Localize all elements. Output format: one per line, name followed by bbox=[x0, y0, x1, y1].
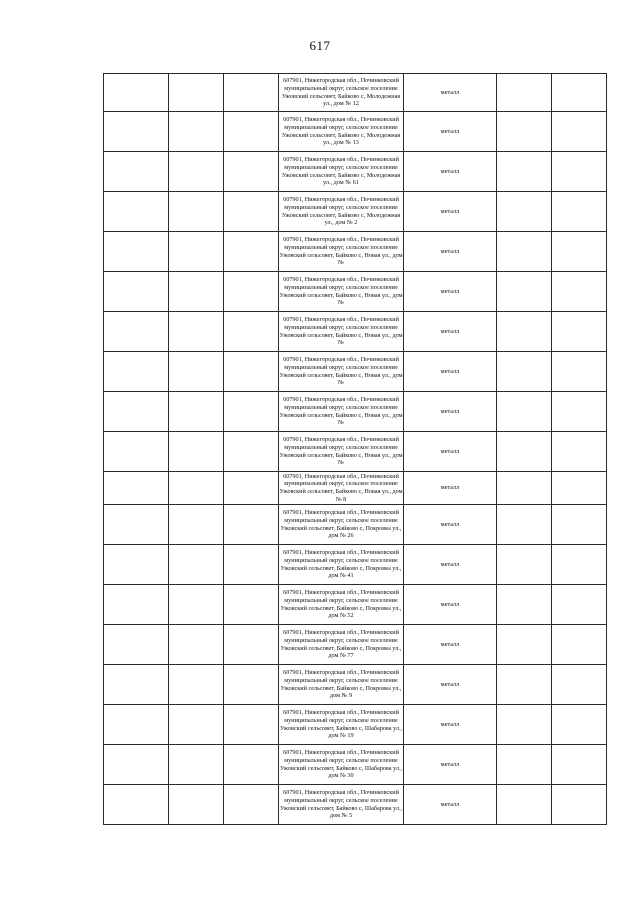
empty-cell bbox=[224, 312, 279, 352]
empty-cell bbox=[497, 432, 552, 472]
address-cell: 607901, Нижегородская обл., Починковский муниципальный округ, сельское поселение Ужовский сельсовет, Байково с, Покровка ул., дом № 52 bbox=[279, 585, 404, 625]
table-row bbox=[104, 745, 607, 785]
address-cell: 607901, Нижегородская обл., Починковский муниципальный округ, сельское поселение Ужовский сельсовет, Байково с, Покровка ул., дом № 9 bbox=[279, 665, 404, 705]
empty-cell bbox=[104, 272, 169, 312]
empty-cell bbox=[497, 585, 552, 625]
empty-cell bbox=[552, 785, 607, 825]
empty-cell bbox=[497, 312, 552, 352]
empty-cell bbox=[104, 392, 169, 432]
material-cell: металл bbox=[404, 312, 497, 352]
address-cell: 607901, Нижегородская обл., Починковский муниципальный округ, сельское поселение Ужовский сельсовет, Байково с, Шабарова ул., дом № 5 bbox=[279, 785, 404, 825]
address-cell: 607901, Нижегородская обл., Починковский муниципальный округ, сельское поселение Ужовский сельсовет, Байково с, Новая ул., дом № 8 bbox=[279, 472, 403, 503]
empty-cell bbox=[497, 625, 552, 665]
empty-cell bbox=[552, 152, 607, 192]
empty-cell bbox=[552, 272, 607, 312]
material-cell: металл bbox=[404, 272, 497, 312]
empty-cell bbox=[224, 112, 279, 152]
table-row bbox=[104, 625, 607, 665]
material-cell: металл bbox=[404, 112, 497, 152]
table-row bbox=[104, 392, 607, 432]
material-cell: металл bbox=[404, 505, 497, 545]
empty-cell bbox=[169, 545, 224, 585]
empty-cell bbox=[169, 785, 224, 825]
empty-cell bbox=[552, 665, 607, 705]
empty-cell bbox=[104, 152, 169, 192]
empty-cell bbox=[497, 392, 552, 432]
empty-cell bbox=[552, 192, 607, 232]
table-row bbox=[104, 585, 607, 625]
empty-cell bbox=[552, 112, 607, 152]
table-row bbox=[104, 545, 607, 585]
empty-cell bbox=[224, 545, 279, 585]
empty-cell bbox=[552, 352, 607, 392]
empty-cell bbox=[552, 74, 607, 112]
address-cell: 607901, Нижегородская обл., Починковский муниципальный округ, сельское поселение Ужовский сельсовет, Байково с, Новая ул., дом № bbox=[279, 432, 404, 472]
empty-cell bbox=[224, 505, 279, 545]
empty-cell bbox=[497, 705, 552, 745]
empty-cell bbox=[169, 472, 224, 505]
address-cell: 607901, Нижегородская обл., Починковский муниципальный округ, сельское поселение Ужовский сельсовет, Байково с, Новая ул., дом № bbox=[279, 392, 404, 432]
table-row bbox=[104, 272, 607, 312]
empty-cell bbox=[104, 745, 169, 785]
empty-cell bbox=[497, 152, 552, 192]
empty-cell bbox=[104, 192, 169, 232]
empty-cell bbox=[169, 392, 224, 432]
empty-cell bbox=[169, 665, 224, 705]
address-cell: 607901, Нижегородская обл., Починковский муниципальный округ, сельское поселение Ужовский сельсовет, Байково с, Молодежная ул., дом № 12 bbox=[279, 74, 404, 112]
empty-cell bbox=[224, 192, 279, 232]
material-cell: металл bbox=[404, 392, 497, 432]
table-row bbox=[104, 74, 607, 112]
empty-cell bbox=[552, 232, 607, 272]
empty-cell bbox=[104, 432, 169, 472]
table-row bbox=[104, 665, 607, 705]
table-row bbox=[104, 432, 607, 472]
empty-cell bbox=[169, 745, 224, 785]
empty-cell bbox=[169, 705, 224, 745]
material-cell: металл bbox=[404, 545, 497, 585]
table-row bbox=[104, 352, 607, 392]
empty-cell bbox=[169, 112, 224, 152]
empty-cell bbox=[497, 272, 552, 312]
empty-cell bbox=[224, 432, 279, 472]
table-row bbox=[104, 152, 607, 192]
table-row bbox=[104, 705, 607, 745]
empty-cell bbox=[104, 505, 169, 545]
empty-cell bbox=[224, 472, 279, 505]
empty-cell bbox=[224, 392, 279, 432]
empty-cell bbox=[169, 232, 224, 272]
empty-cell bbox=[552, 505, 607, 545]
empty-cell bbox=[552, 585, 607, 625]
empty-cell bbox=[224, 785, 279, 825]
empty-cell bbox=[224, 232, 279, 272]
empty-cell bbox=[497, 232, 552, 272]
empty-cell bbox=[169, 585, 224, 625]
empty-cell bbox=[497, 745, 552, 785]
address-cell: 607901, Нижегородская обл., Починковский муниципальный округ, сельское поселение Ужовский сельсовет, Байково с, Молодежная ул., дом № 61 bbox=[279, 152, 404, 192]
empty-cell bbox=[224, 745, 279, 785]
empty-cell bbox=[224, 705, 279, 745]
empty-cell bbox=[497, 785, 552, 825]
material-cell: металл bbox=[404, 705, 497, 745]
table-row bbox=[104, 192, 607, 232]
empty-cell bbox=[497, 505, 552, 545]
address-cell: 607901, Нижегородская обл., Починковский муниципальный округ, сельское поселение Ужовский сельсовет, Байково с, Шабарова ул., дом № 30 bbox=[279, 745, 404, 785]
empty-cell bbox=[224, 74, 279, 112]
empty-cell bbox=[552, 472, 607, 505]
address-cell: 607901, Нижегородская обл., Починковский муниципальный округ, сельское поселение Ужовский сельсовет, Байково с, Шабарова ул., дом № 19 bbox=[279, 705, 404, 745]
table-row bbox=[104, 232, 607, 272]
material-cell: металл bbox=[404, 745, 497, 785]
address-cell: 607901, Нижегородская обл., Починковский муниципальный округ, сельское поселение Ужовский сельсовет, Байково с, Покровка ул., дом № 77 bbox=[279, 625, 404, 665]
empty-cell bbox=[497, 352, 552, 392]
empty-cell bbox=[497, 74, 552, 112]
empty-cell bbox=[169, 432, 224, 472]
address-cell: 607901, Нижегородская обл., Починковский муниципальный округ, сельское поселение Ужовский сельсовет, Байково с, Молодежная ул., дом № 13 bbox=[279, 112, 404, 152]
empty-cell bbox=[169, 74, 224, 112]
material-cell: металл bbox=[404, 352, 497, 392]
address-cell: 607901, Нижегородская обл., Починковский муниципальный округ, сельское поселение Ужовский сельсовет, Байково с, Новая ул., дом № bbox=[279, 312, 404, 352]
table-row bbox=[104, 505, 607, 545]
empty-cell bbox=[552, 432, 607, 472]
empty-cell bbox=[552, 312, 607, 352]
address-cell: 607901, Нижегородская обл., Починковский муниципальный округ, сельское поселение Ужовский сельсовет, Байково с, Молодежная ул., дом № 2 bbox=[279, 192, 404, 232]
material-cell: металл bbox=[404, 232, 497, 272]
material-cell: металл bbox=[404, 585, 497, 625]
empty-cell bbox=[169, 352, 224, 392]
empty-cell bbox=[169, 192, 224, 232]
empty-cell bbox=[497, 472, 552, 505]
empty-cell bbox=[104, 545, 169, 585]
empty-cell bbox=[104, 472, 169, 505]
empty-cell bbox=[169, 625, 224, 665]
table-row bbox=[104, 472, 607, 505]
page-number: 617 bbox=[309, 38, 331, 53]
empty-cell bbox=[552, 392, 607, 432]
empty-cell bbox=[552, 745, 607, 785]
empty-cell bbox=[497, 545, 552, 585]
empty-cell bbox=[169, 272, 224, 312]
empty-cell bbox=[224, 152, 279, 192]
material-cell: металл bbox=[404, 785, 497, 825]
empty-cell bbox=[552, 545, 607, 585]
empty-cell bbox=[104, 352, 169, 392]
empty-cell bbox=[104, 312, 169, 352]
table-row bbox=[104, 112, 607, 152]
empty-cell bbox=[104, 665, 169, 705]
material-cell: металл bbox=[404, 152, 497, 192]
table-row bbox=[104, 312, 607, 352]
table-body bbox=[104, 74, 607, 825]
empty-cell bbox=[224, 665, 279, 705]
empty-cell bbox=[104, 232, 169, 272]
material-cell: металл bbox=[404, 625, 497, 665]
material-cell: металл bbox=[404, 192, 497, 232]
address-cell: 607901, Нижегородская обл., Починковский муниципальный округ, сельское поселение Ужовский сельсовет, Байково с, Покровка ул., дом № 41 bbox=[279, 545, 404, 585]
empty-cell bbox=[224, 625, 279, 665]
empty-cell bbox=[169, 312, 224, 352]
empty-cell bbox=[552, 625, 607, 665]
empty-cell bbox=[224, 352, 279, 392]
empty-cell bbox=[497, 665, 552, 705]
empty-cell bbox=[169, 152, 224, 192]
empty-cell bbox=[104, 585, 169, 625]
address-cell: 607901, Нижегородская обл., Починковский муниципальный округ, сельское поселение Ужовский сельсовет, Байково с, Новая ул., дом № bbox=[279, 272, 404, 312]
address-cell: 607901, Нижегородская обл., Починковский муниципальный округ, сельское поселение Ужовский сельсовет, Байково с, Новая ул., дом № bbox=[279, 352, 404, 392]
empty-cell bbox=[224, 272, 279, 312]
empty-cell bbox=[169, 505, 224, 545]
empty-cell bbox=[104, 705, 169, 745]
material-cell: металл bbox=[404, 74, 497, 112]
material-cell: металл bbox=[404, 432, 497, 472]
empty-cell bbox=[497, 192, 552, 232]
address-registry-table bbox=[103, 73, 607, 825]
table-row bbox=[104, 785, 607, 825]
empty-cell bbox=[224, 585, 279, 625]
material-cell: металл bbox=[404, 472, 497, 505]
empty-cell bbox=[552, 705, 607, 745]
empty-cell bbox=[104, 74, 169, 112]
empty-cell bbox=[104, 625, 169, 665]
address-cell: 607901, Нижегородская обл., Починковский муниципальный округ, сельское поселение Ужовский сельсовет, Байково с, Покровка ул., дом № 26 bbox=[279, 505, 404, 545]
empty-cell bbox=[104, 785, 169, 825]
empty-cell bbox=[104, 112, 169, 152]
material-cell: металл bbox=[404, 665, 497, 705]
empty-cell bbox=[497, 112, 552, 152]
address-cell: 607901, Нижегородская обл., Починковский муниципальный округ, сельское поселение Ужовский сельсовет, Байково с, Новая ул., дом № bbox=[279, 232, 404, 272]
